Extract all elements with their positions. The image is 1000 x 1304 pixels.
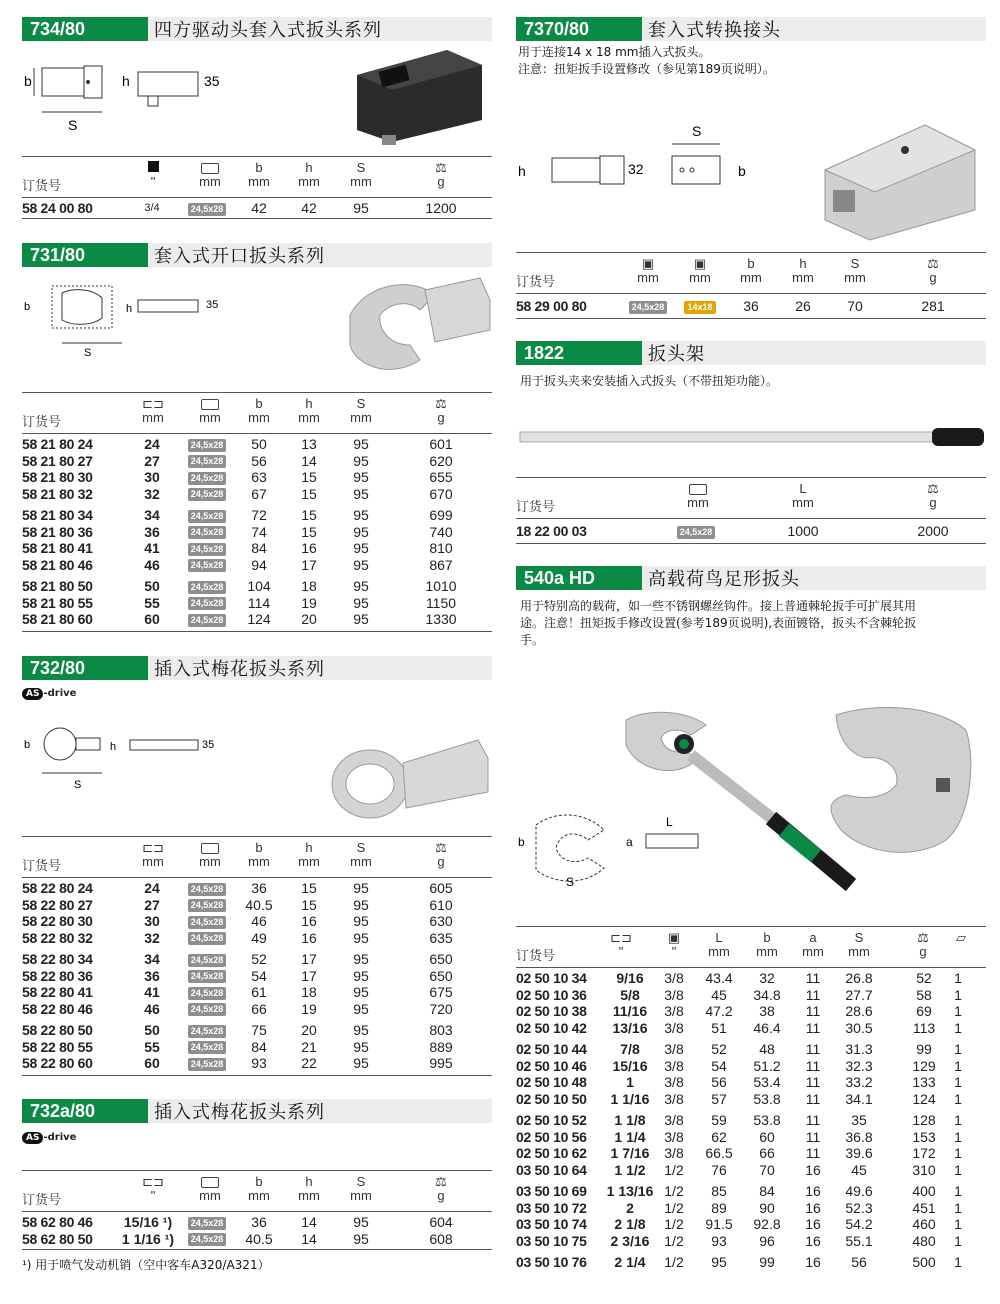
product-photo-open-end [340, 270, 495, 385]
product-photo-holder [516, 420, 986, 455]
table-row: 02 50 10 34 9/16 3/8 43.4 32 11 26.8 52 1 [516, 970, 962, 986]
table-row: 58 21 80 41 41 24,5x28 84 16 95 810 [22, 540, 453, 556]
dim-b-label: b [24, 73, 32, 89]
table-734: 订货号 " mm b mm h mm S mm ⚖ g 58 24 00 80 3/4 24,5x28 42 42 95 1200 [22, 156, 492, 217]
table-row: 58 29 00 80 24,5x28 14x18 36 26 70 281 [516, 298, 945, 314]
table-row: 58 22 80 30 30 24,5x28 46 16 95 630 [22, 913, 453, 929]
svg-text:h: h [122, 73, 130, 89]
table-row: 02 50 10 50 1 1/16 3/8 57 53.8 11 34.1 124 1 [516, 1090, 962, 1107]
section-header-731: 731/80 套入式开口扳头系列 [22, 243, 492, 267]
weight-icon: ⚖ g [435, 396, 447, 425]
package-icon: ▱ [956, 930, 966, 945]
square-hole-icon: ▣ " [667, 930, 681, 959]
section-code: 734/80 [22, 17, 148, 41]
section-header-732a: 732a/80 插入式梅花扳头系列 [22, 1099, 492, 1123]
weight-icon: ⚖ g [435, 840, 447, 869]
table-row: 58 24 00 80 3/4 24,5x28 42 42 95 1200 [22, 200, 457, 216]
table-row: 58 22 80 32 32 24,5x28 49 16 95 635 [22, 929, 453, 946]
dim-35-label: 35 [204, 73, 220, 89]
svg-text:b: b [24, 739, 31, 751]
svg-text:b: b [518, 835, 525, 849]
svg-text:35: 35 [206, 299, 219, 311]
table-row: 02 50 10 56 1 1/4 3/8 62 60 11 36.8 153 1 [516, 1128, 962, 1145]
square-hole-icon: ▣ mm [637, 256, 659, 285]
table-732a: 订货号 ⊏⊐ " mm b mm h mm S mm ⚖ g 58 62 80 46 15/16 ¹) 24,5x28 36 14 95 604 58 62 80 50 1 1/16 ¹) 24,5x28 40.5 14 95 608 [22, 1170, 492, 1247]
section-header-732: 732/80 插入式梅花扳头系列 [22, 656, 492, 680]
table-732: 订货号 ⊏⊐ mm mm b mm h mm S mm ⚖ g 58 22 80 24 24 24,5x28 36 15 95 605 58 22 80 27 27 24,5x28 40.5 15 95 610 58 22 80 30 30 24,5x28 46 16 95 630 58 22 80 32 32 24,5x28 49 16 95 635 58 22 80 34 34 24,5x28 52 17 95 650 58 22 80 36 36 24,5x28 54 17 95 650 58 22 80 41 41 24,5x28 61 18 95 675 58 22 80 46 46 24,5x28 66 19 95 720 58 22 80 50 50 24,5x28 75 20 95 803 58 22 80 55 55 24,5x28 84 21 95 889 58 22 80 60 60 24,5x28 93 22 95 995 [22, 836, 492, 1072]
svg-text:h: h [126, 303, 133, 315]
description: 用于特别高的载荷，如一些不锈钢螺丝钩件。接上普通棘轮扳手可扩展其用途。注意！扭矩扳手修改设置(参考189页说明),表面镀铬，扳头不含棘轮扳手。 [520, 599, 917, 647]
weight-icon: ⚖ g [435, 160, 447, 189]
svg-text:b: b [738, 163, 746, 179]
table-row: 58 22 80 46 46 24,5x28 66 19 95 720 [22, 1000, 453, 1017]
svg-text:h: h [110, 741, 117, 753]
table-row: 58 21 80 36 36 24,5x28 74 15 95 740 [22, 523, 453, 540]
table-row: 02 50 10 62 1 7/16 3/8 66.5 66 11 39.6 172 1 [516, 1145, 962, 1161]
table-row: 58 21 80 34 34 24,5x28 72 15 95 699 [22, 507, 453, 523]
section-header-1822: 1822 扳头架 [516, 341, 986, 365]
table-row: 03 50 10 72 2 1/2 89 90 16 52.3 451 1 [516, 1199, 962, 1216]
svg-text:b: b [24, 301, 31, 313]
product-photo-adapter [815, 110, 985, 245]
table-1822: 订货号 mm L mm ⚖ g 18 22 00 03 24,5x28 1000 2000 [516, 477, 986, 540]
svg-text:S: S [692, 123, 702, 139]
col-order: 订货号 [22, 178, 62, 193]
table-row: 03 50 10 74 2 1/8 1/2 91.5 92.8 16 54.2 460 1 [516, 1216, 962, 1232]
table-row: 03 50 10 76 2 1/4 1/2 95 99 16 56 500 1 [516, 1254, 962, 1270]
dimension-drawing [22, 718, 232, 798]
table-row: 58 22 80 34 34 24,5x28 52 17 95 650 [22, 951, 453, 967]
table-row: 02 50 10 44 7/8 3/8 52 48 11 31.3 99 1 [516, 1041, 962, 1057]
weight-icon: ⚖ g [927, 481, 939, 510]
table-row: 02 50 10 48 1 3/8 56 53.4 11 33.2 133 1 [516, 1074, 962, 1090]
table-row: 58 22 80 27 27 24,5x28 40.5 15 95 610 [22, 896, 453, 913]
weight-icon: ⚖ g [927, 256, 939, 285]
table-row: 58 21 80 24 24 24,5x28 50 13 95 601 [22, 436, 453, 452]
table-row: 02 50 10 52 1 1/8 3/8 59 53.8 11 35 128 1 [516, 1112, 962, 1128]
section-header-734 [22, 17, 492, 41]
table-row: 58 21 80 50 50 24,5x28 104 18 95 1010 [22, 578, 457, 594]
section-header-540a: 540a HD 高载荷鸟足形扳头 [516, 566, 986, 590]
svg-text:S: S [84, 347, 92, 358]
svg-text:S: S [566, 875, 575, 889]
drive-size-icon: mm [190, 1175, 230, 1203]
table-row: 58 22 80 55 55 24,5x28 84 21 95 889 [22, 1038, 453, 1055]
svg-text:35: 35 [202, 739, 215, 751]
table-540a: 订货号 ⊏⊐ " ▣ " L mm b mm a mm S mm ⚖ g ▱ 02 50 10 34 9/16 3/8 43.4 32 11 26.8 52 1 02 50 10 36 5/8 3/8 45 34.8 11 27.7 58 1 02 50 10 38 11/16 3/8 47.2 38 11 28.6 69 1 02 50 10 42 13/16 3/8 51 46.4 11 30.5 113 1 02 50 10 44 7/8 3/8 52 48 11 31.3 99 1 02 50 10 46 15/16 3/8 54 51.2 11 32.3 129 1 02 50 10 48 1 3/8 56 53.4 11 33.2 133 1 02 50 10 50 1 1/16 3/8 57 53.8 11 34.1 124 1 02 50 10 52 1 1/8 3/8 59 53.8 11 35 128 1 02 50 10 56 1 1/4 3/8 62 60 11 36.8 153 1 02 50 10 62 1 7/16 3/8 66.5 66 11 39.6 172 1 03 50 10 64 1 1/2 1/2 76 70 16 45 310 1 03 50 10 69 1 13/16 1/2 85 84 16 49.6 400 1 03 50 10 72 2 1/2 89 90 16 52.3 451 1 03 50 10 74 2 1/8 1/2 91.5 92.8 16 54.2 460 1 03 50 10 75 2 3/16 1/2 93 96 16 55.1 480 1 03 50 10 76 2 1/4 1/2 95 99 16 56 500 1 [516, 926, 986, 1271]
weight-icon: ⚖ g [435, 1174, 447, 1203]
table-7370: 订货号 ▣ mm ▣ mm b mm h mm S mm ⚖ g 58 29 00 80 24,5x28 14x18 36 26 70 281 [516, 252, 986, 315]
open-end-icon: ⊏⊐ mm [142, 396, 164, 425]
table-row: 03 50 10 75 2 3/16 1/2 93 96 16 55.1 480 1 [516, 1232, 962, 1249]
product-photo-square-drive [352, 40, 492, 145]
table-row: 58 21 80 46 46 24,5x28 94 17 95 867 [22, 556, 453, 573]
product-photo-ring [328, 728, 493, 826]
table-row: 58 21 80 55 55 24,5x28 114 19 95 1150 [22, 594, 457, 611]
table-row: 02 50 10 38 11/16 3/8 47.2 38 11 28.6 69 1 [516, 1003, 962, 1019]
as-drive-logo: AS -drive [22, 1132, 76, 1144]
table-row: 03 50 10 69 1 13/16 1/2 85 84 16 49.6 400 1 [516, 1183, 962, 1199]
table-row: 58 22 80 36 36 24,5x28 54 17 95 650 [22, 967, 453, 984]
table-row: 02 50 10 46 15/16 3/8 54 51.2 11 32.3 129 1 [516, 1057, 962, 1074]
drive-size-icon: mm [190, 397, 230, 425]
table-row: 58 21 80 60 60 24,5x28 124 20 95 1330 [22, 611, 457, 627]
product-photo-crowfoot [516, 700, 986, 900]
table-row: 02 50 10 36 5/8 3/8 45 34.8 11 27.7 58 1 [516, 986, 962, 1003]
table-row: 58 21 80 27 27 24,5x28 56 14 95 620 [22, 452, 453, 469]
square-drive-icon: " [144, 161, 162, 189]
table-row: 02 50 10 42 13/16 3/8 51 46.4 11 30.5 113 1 [516, 1019, 962, 1036]
dimension-drawing [516, 120, 756, 200]
description: 用于连接14 x 18 mm插入式扳头。 注意：扭矩扳手设置修改（参见第189页说明）。 [518, 45, 775, 76]
svg-text:a: a [626, 835, 633, 849]
square-hole-icon: ▣ mm [689, 256, 711, 285]
drive-size-icon: mm [190, 841, 230, 869]
open-end-icon: ⊏⊐ " [610, 930, 632, 959]
description: 用于扳头夹来安装插入式扳头（不带扭矩功能）。 [520, 374, 779, 388]
table-row: 58 62 80 50 1 1/16 ¹) 24,5x28 40.5 14 95 608 [22, 1230, 453, 1247]
svg-text:S: S [74, 779, 82, 791]
footnote: ¹) 用于喷气发动机销（空中客车A320/A321） [22, 1258, 270, 1272]
svg-text:h: h [518, 163, 526, 179]
table-731: 订货号 ⊏⊐ mm mm b mm h mm S mm ⚖ g 58 21 80 24 24 24,5x28 50 13 95 601 58 21 80 27 27 24,5x28 56 14 95 620 58 21 80 30 30 24,5x28 63 15 95 655 58 21 80 32 32 24,5x28 67 15 95 670 58 21 80 34 34 24,5x28 72 15 95 699 58 21 80 36 36 24,5x28 74 15 95 740 58 21 80 41 41 24,5x28 84 16 95 810 58 21 80 46 46 24,5x28 94 17 95 867 58 21 80 50 50 24,5x28 104 18 95 1010 58 21 80 55 55 24,5x28 114 19 95 1150 58 21 80 60 60 24,5x28 124 20 95 1330 [22, 392, 492, 628]
table-row: 58 62 80 46 15/16 ¹) 24,5x28 36 14 95 604 [22, 1214, 453, 1230]
table-row: 58 22 80 41 41 24,5x28 61 18 95 675 [22, 984, 453, 1000]
table-row: 58 21 80 30 30 24,5x28 63 15 95 655 [22, 469, 453, 485]
drive-size-icon: mm [190, 161, 230, 189]
svg-text:L: L [666, 815, 673, 829]
weight-icon: ⚖ g [917, 930, 929, 959]
dimension-drawing [22, 278, 232, 358]
table-row: 18 22 00 03 24,5x28 1000 2000 [516, 523, 949, 539]
ring-icon: ⊏⊐ mm [142, 840, 164, 869]
table-row: 58 22 80 24 24 24,5x28 36 15 95 605 [22, 880, 453, 896]
section-title: 四方驱动头套入式扳头系列 [154, 20, 382, 41]
table-row: 03 50 10 64 1 1/2 1/2 76 70 16 45 310 1 [516, 1161, 962, 1178]
as-drive-logo: AS -drive [22, 688, 76, 700]
svg-text:32: 32 [628, 161, 644, 177]
table-row: 58 22 80 60 60 24,5x28 93 22 95 995 [22, 1055, 453, 1071]
table-row: 58 22 80 50 50 24,5x28 75 20 95 803 [22, 1022, 453, 1038]
dim-s-label: S [68, 117, 78, 133]
table-row: 58 21 80 32 32 24,5x28 67 15 95 670 [22, 485, 453, 502]
dimension-drawing [22, 50, 232, 140]
drive-size-icon: mm [678, 482, 718, 510]
ring-icon: ⊏⊐ " [142, 1174, 164, 1203]
section-header-7370: 7370/80 套入式转换接头 [516, 17, 986, 41]
